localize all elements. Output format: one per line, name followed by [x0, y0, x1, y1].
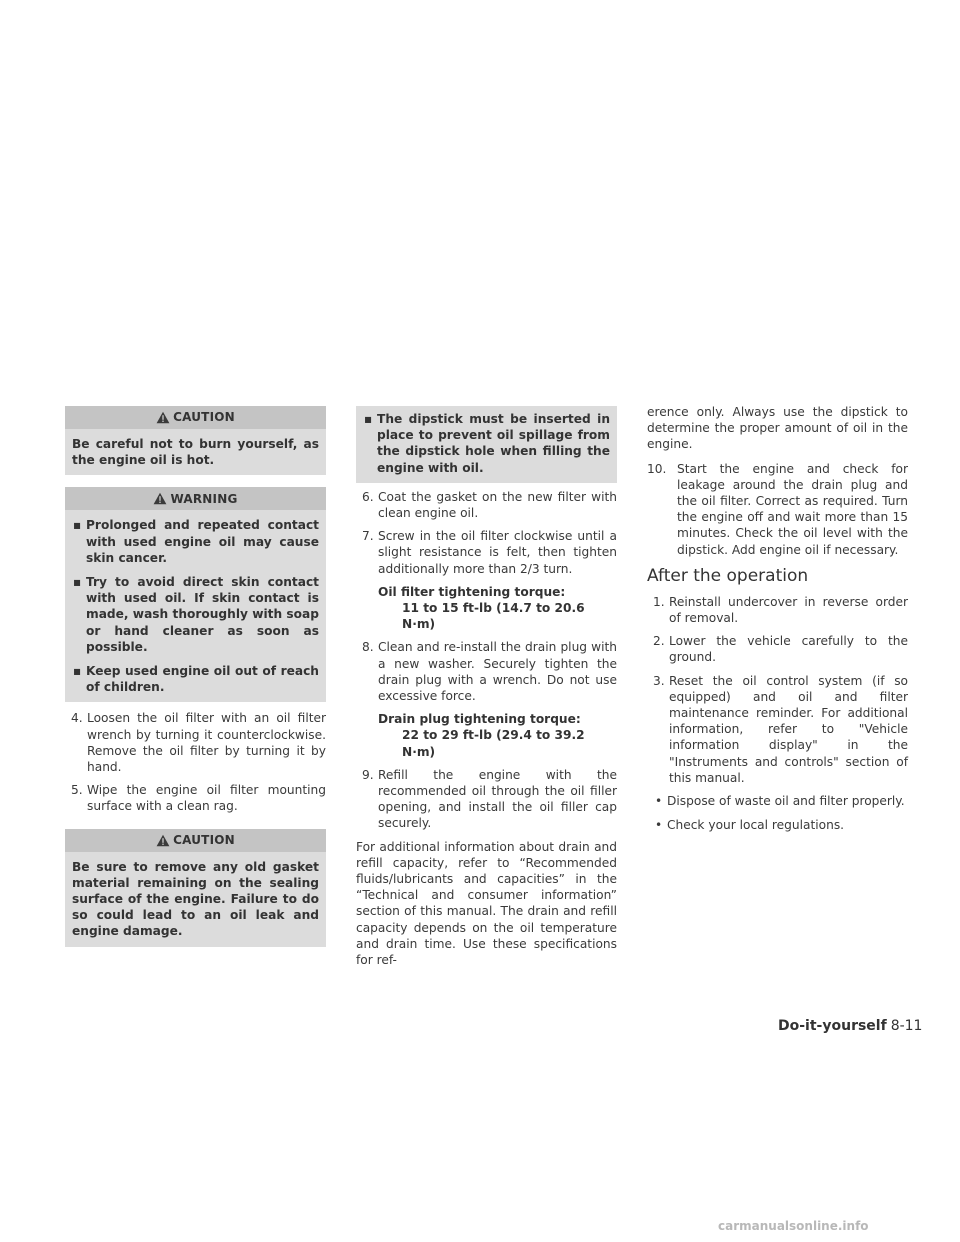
page-footer — [778, 1018, 922, 1034]
bullet-item: • Dispose of waste oil and filter properly. — [655, 794, 905, 809]
warning-triangle-icon — [156, 411, 170, 424]
section-heading: After the operation — [647, 565, 809, 586]
column-3 — [647, 404, 908, 841]
column-1 — [65, 406, 326, 947]
bullet-item: • Check your local regulations. — [655, 818, 845, 833]
warning-item: ▪ Keep used engine oil out of reach of children. — [73, 664, 319, 695]
torque-spec: Drain plug tightening torque: 22 to 29 ft-lb (29.4 to 39.2 N·m) — [378, 712, 585, 759]
column-2 — [356, 406, 617, 976]
torque-spec: Oil filter tightening torque: 11 to 15 ft-lb (14.7 to 20.6 N·m) — [378, 584, 585, 632]
step-item: 2. Lower the vehicle carefully to the ground. — [653, 634, 908, 665]
caution-title: CAUTION — [173, 410, 235, 425]
caution-item: ▪ The dipstick must be inserted in place to prevent oil spillage from the dipstick hole when filling the engine with oil. — [364, 412, 610, 475]
caution-box-continued — [356, 406, 617, 483]
step-item: 10. Start the engine and check for leakage around the drain plug and the oil filter. Correct as required. Turn the engine off and wait more than 15 minutes. Check the oil level with the dipstick. Add engine oil if necessary. — [647, 461, 908, 557]
step-item: 8. Clean and re-install the drain plug with a new washer. Securely tighten the drain plug with a wrench. Do not use excessive force. — [362, 640, 617, 704]
page-number: 8-11 — [890, 1018, 923, 1034]
footer-section: Do-it-yourself — [778, 1018, 887, 1034]
warning-triangle-icon — [153, 492, 167, 505]
warning-box — [65, 487, 326, 702]
step-item: 1. Reinstall undercover in reverse order of removal. — [653, 594, 908, 626]
caution-header — [65, 406, 326, 429]
body-paragraph: erence only. Always use the dipstick to determine the proper amount of oil in the engine. — [647, 405, 908, 452]
body-paragraph: For additional information about drain and refill capacity, refer to “Recommended fluids/lubricants and capacities” in the “Technical and consumer information” section of this manual. The drain and refill capacity depends on the oil temperature and drain time. Use these specifications for ref- — [356, 839, 617, 968]
caution-box — [65, 406, 326, 475]
warning-title: WARNING — [170, 491, 238, 506]
step-item: 9. Refill the engine with the recommended oil through the oil filler opening, and install the oil filler cap securely. — [362, 767, 617, 831]
warning-item: ▪ Prolonged and repeated contact with used engine oil may cause skin cancer. — [73, 518, 319, 565]
caution-box — [65, 829, 326, 947]
caution-text: Be sure to remove any old gasket material remaining on the sealing surface of the engine. Failure to do so could lead to an oil leak and engine damage. — [72, 859, 319, 939]
warning-triangle-icon — [156, 834, 170, 847]
steps-list — [65, 710, 326, 814]
steps-list — [356, 489, 617, 832]
step-item: 7. Screw in the oil filter clockwise until a slight resistance is felt, then tighten additionally more than 2/3 turn. — [362, 529, 617, 576]
warning-item: ▪ Try to avoid direct skin contact with used oil. If skin contact is made, wash thoroughly with soap or hand cleaner as soon as possible. — [73, 575, 319, 654]
warning-header — [65, 487, 326, 510]
caution-text: Be careful not to burn yourself, as the engine oil is hot. — [72, 437, 319, 468]
caution-title: CAUTION — [173, 833, 235, 848]
step-item: 4. Loosen the oil filter with an oil filter wrench by turning it counterclockwise. Remove the oil filter by turning it by hand. — [71, 711, 326, 775]
caution-header — [65, 829, 326, 852]
step-item: 6. Coat the gasket on the new filter with clean engine oil. — [362, 489, 617, 521]
step-item: 5. Wipe the engine oil filter mounting surface with a clean rag. — [71, 783, 326, 814]
watermark: carmanualsonline.info — [718, 1219, 869, 1233]
step-item: 3. Reset the oil control system (if so equipped) and oil and filter maintenance reminder. For additional information, refer to "Vehicle information display" in the "Instruments and controls" section of this manual. — [653, 673, 908, 785]
